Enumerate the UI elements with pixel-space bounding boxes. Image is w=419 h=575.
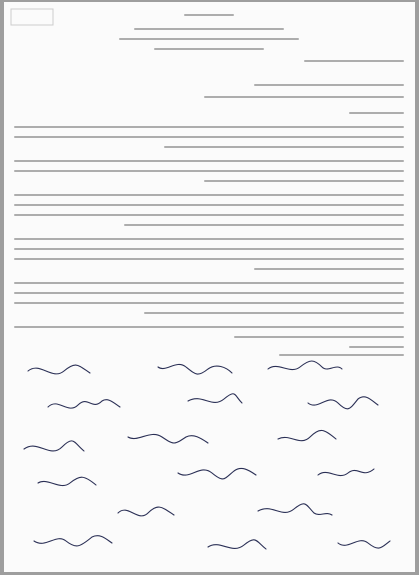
watermark-logo: [10, 8, 54, 26]
signature: [158, 364, 232, 374]
signature: [48, 400, 120, 408]
signatures-area: [8, 357, 411, 569]
signature: [128, 434, 208, 443]
signature: [28, 365, 90, 374]
signature: [208, 540, 266, 549]
signature: [318, 469, 374, 476]
signature: [118, 507, 174, 516]
signature: [24, 441, 84, 451]
signature: [188, 394, 242, 403]
signature: [268, 361, 342, 370]
signature: [308, 397, 378, 409]
signature: [38, 477, 96, 485]
signature: [338, 541, 390, 548]
signature: [258, 504, 332, 515]
signature: [178, 468, 256, 478]
signature: [34, 536, 112, 546]
letter-page: [4, 2, 415, 572]
signature: [278, 430, 336, 440]
